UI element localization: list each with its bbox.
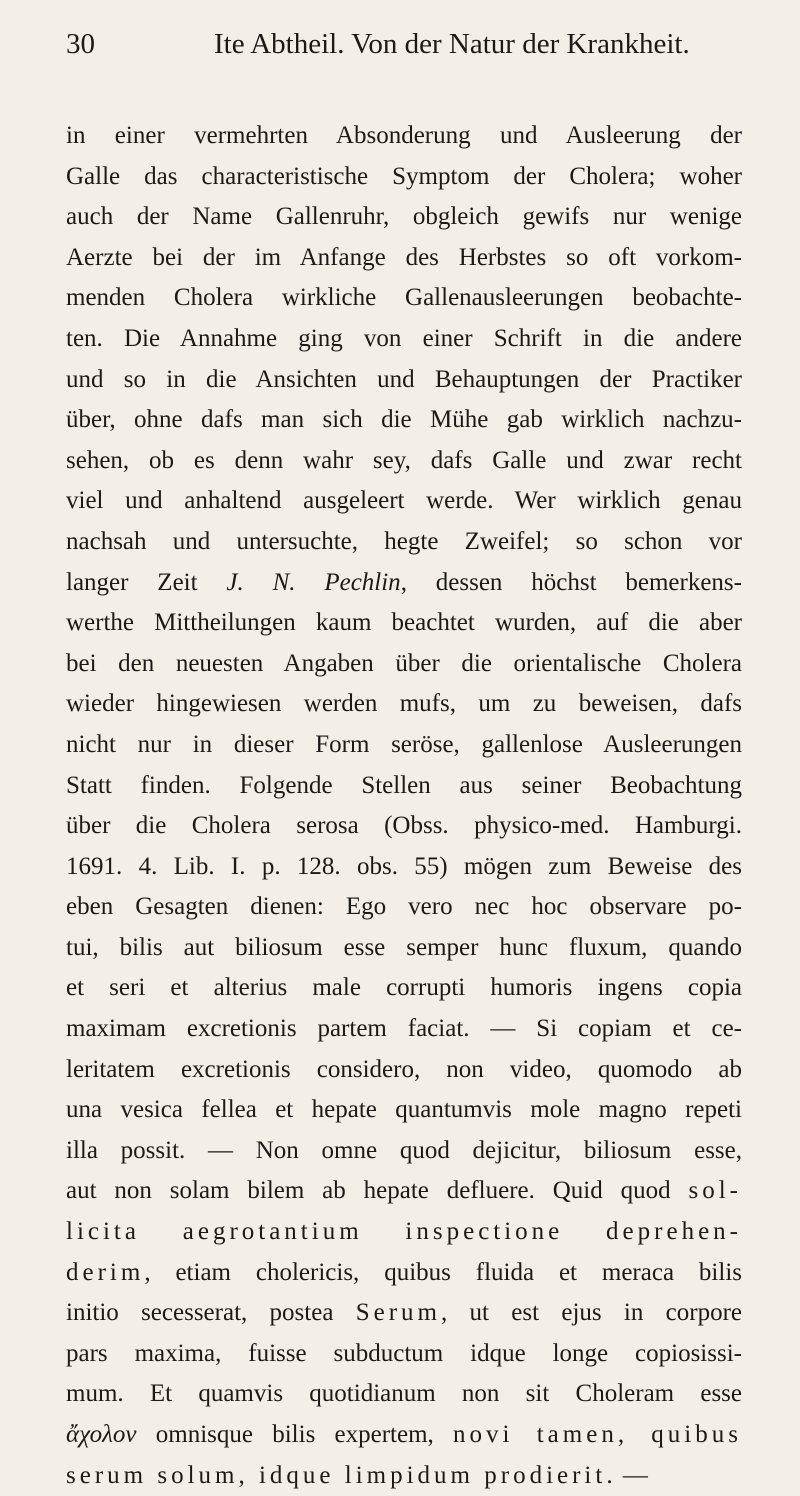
text-segment: werthe Mittheilungen kaum beachtet wurden, auf die aber [66,609,742,637]
text-segment: 1691. 4. Lib. I. p. 128. obs. 55) mögen zum Beweise des [66,852,742,880]
text-line [66,1090,742,1131]
text-line [66,1212,742,1253]
text-segment: et seri et alterius male corrupti humoris ingens copia [66,974,742,1002]
text-segment: , dessen höchst bemerkens- [400,568,742,596]
text-segment: mum. Et quamvis quotidianum non sit Choleram esse [66,1380,742,1408]
text-line [66,197,742,238]
spaced-text: sol- [688,1177,742,1205]
text-segment: aut non solam bilem ab hepate defluere. Quid quod [66,1177,689,1205]
text-line [66,400,742,441]
text-segment: sehen, ob es denn wahr sey, dafs Galle und zwar recht [66,446,742,474]
text-line [66,1293,742,1334]
text-segment: Galle das characteristische Symptom der Cholera; woher [66,162,742,190]
text-line [66,968,742,1009]
text-line [66,238,742,279]
text-segment: nachsah und untersuchte, hegte Zweifel; so schon vor [66,527,742,555]
spaced-text: derim [66,1258,145,1286]
text-line [66,1009,742,1050]
text-line [66,1050,742,1091]
page-header [66,24,746,64]
text-segment: wieder hingewiesen werden mufs, um zu beweisen, dafs [66,690,742,718]
text-line [66,1131,742,1172]
text-line [66,116,742,157]
text-segment: tui, bilis aut biliosum esse semper hunc fluxum, quando [66,933,742,961]
italic-text: J. N. Pechlin [226,568,401,596]
spaced-text: novi tamen, quibus [453,1421,742,1448]
text-segment: Aerzte bei der im Anfange des Herbstes so oft vorkom- [66,243,742,271]
text-segment: initio secesserat, postea [66,1299,356,1327]
text-segment: maximam excretionis partem faciat. — Si copiam et ce- [66,1015,742,1043]
text-line [66,1171,742,1212]
text-segment: , etiam cholericis, quibus fluida et meraca bilis [144,1258,742,1286]
text-line [66,1374,742,1415]
text-line [66,1253,742,1294]
text-segment: omnisque bilis expertem, [136,1421,454,1448]
text-segment: eben Gesagten dienen: Ego vero nec hoc observare po- [66,893,742,921]
text-line [66,725,742,766]
text-line [66,806,742,847]
text-segment: illa possit. — Non omne quod dejicitur, biliosum esse, [66,1136,742,1164]
text-line [66,603,742,644]
text-line [66,481,742,522]
text-segment: ten. Die Annahme ging von einer Schrift in die andere [66,324,742,352]
text-segment: leritatem excretionis considero, non video, quomodo ab [66,1055,742,1083]
text-segment: viel und anhaltend ausgeleert werde. Wer wirklich genau [66,487,742,515]
text-line [66,522,742,563]
text-segment: menden Cholera wirkliche Gallenausleerungen beobachte- [66,284,742,312]
text-segment: über, ohne dafs man sich die Mühe gab wirklich nachzu- [66,406,742,434]
body-text [66,116,742,1496]
text-line [66,928,742,969]
text-line [66,157,742,198]
text-line [66,766,742,807]
text-line [66,360,742,401]
italic-text: ἄχολον [66,1421,137,1448]
text-segment: pars maxima, fuisse subductum idque longe copiosissi- [66,1339,742,1367]
text-line [66,644,742,685]
text-segment: bei den neuesten Angaben über die orientalische Cholera [66,649,742,677]
running-head: Ite Abtheil. Von der Natur der Krankheit. [214,28,690,60]
text-segment: langer Zeit [66,568,227,596]
text-line [66,563,742,604]
text-line [66,319,742,360]
text-segment: , ut est ejus in corpore [441,1299,742,1327]
text-segment: Statt finden. Folgende Stellen aus seiner Beobachtung [66,771,742,799]
text-line [66,684,742,725]
text-line [66,441,742,482]
text-segment: una vesica fellea et hepate quantumvis mole magno repeti [66,1096,742,1124]
text-line [66,1456,742,1496]
text-segment: — [616,1461,648,1489]
spaced-text: licita aegrotantium inspectione deprehen- [66,1218,742,1246]
text-segment: in einer vermehrten Absonderung und Ausleerung der [66,122,742,149]
text-line [66,887,742,928]
text-line [66,278,742,319]
page-number: 30 [66,28,95,60]
text-line [66,847,742,888]
spaced-text: serum solum, idque limpidum prodierit. [66,1461,617,1489]
text-line [66,1415,742,1456]
text-line [66,1334,742,1375]
text-segment: und so in die Ansichten und Behauptungen der Practiker [66,365,742,393]
text-segment: auch der Name Gallenruhr, obgleich gewifs nur wenige [66,203,742,231]
text-segment: nicht nur in dieser Form seröse, gallenlose Ausleerungen [66,730,742,758]
text-segment: über die Cholera serosa (Obss. physico-med. Hamburgi. [66,812,742,840]
spaced-text: Serum [355,1299,441,1327]
